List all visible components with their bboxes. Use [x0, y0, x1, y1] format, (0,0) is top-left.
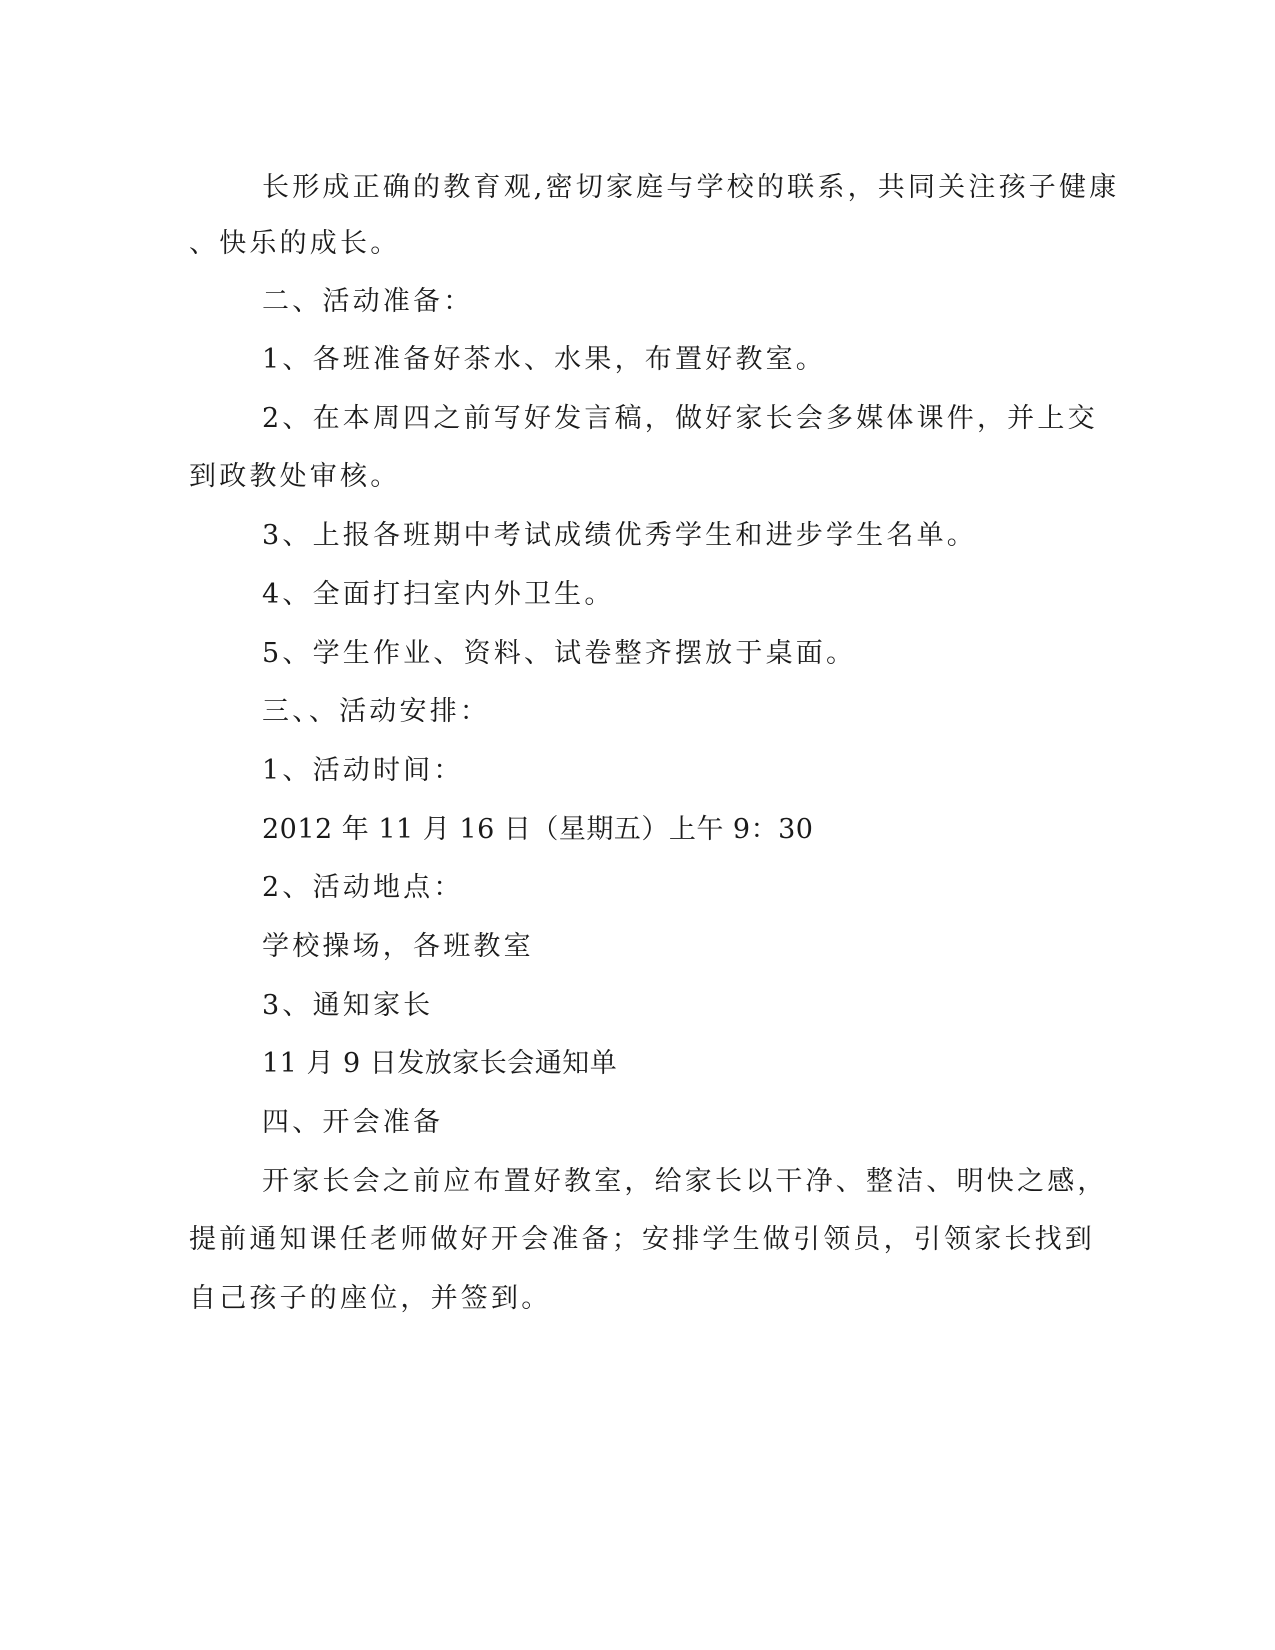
event-date: 2012 年 11 月 16 日（星期五）上午 9：30: [262, 814, 814, 845]
list-item: 3、上报各班期中考试成绩优秀学生和进步学生名单。: [262, 520, 977, 551]
notice-date: 11 月 9 日发放家长会通知单: [262, 1048, 618, 1079]
section-heading: 三、、活动安排：: [262, 696, 491, 727]
section-heading: 四、开会准备: [262, 1107, 444, 1138]
paragraph-line: 提前通知课任老师做好开会准备；安排学生做引领员，引领家长找到: [189, 1224, 1095, 1255]
paragraph-line: 到政教处审核。: [189, 461, 401, 492]
event-location: 学校操场，各班教室: [262, 931, 534, 962]
paragraph-line: 、快乐的成长。: [189, 228, 401, 259]
list-item: 2、在本周四之前写好发言稿，做好家长会多媒体课件，并上交: [262, 403, 1098, 434]
list-item: 3、通知家长: [262, 990, 434, 1021]
section-heading: 二、活动准备：: [262, 286, 474, 317]
list-item: 1、各班准备好茶水、水果，布置好教室。: [262, 344, 826, 375]
list-item: 1、活动时间：: [262, 755, 464, 786]
paragraph-line: 开家长会之前应布置好教室，给家长以干净、整洁、明快之感，: [262, 1166, 1108, 1197]
list-item: 2、活动地点：: [262, 872, 464, 903]
paragraph-line: 长形成正确的教育观,密切家庭与学校的联系，共同关注孩子健康: [262, 172, 1120, 203]
paragraph-line: 自己孩子的座位，并签到。: [189, 1283, 552, 1314]
list-item: 5、学生作业、资料、试卷整齐摆放于桌面。: [262, 638, 857, 669]
list-item: 4、全面打扫室内外卫生。: [262, 579, 615, 610]
